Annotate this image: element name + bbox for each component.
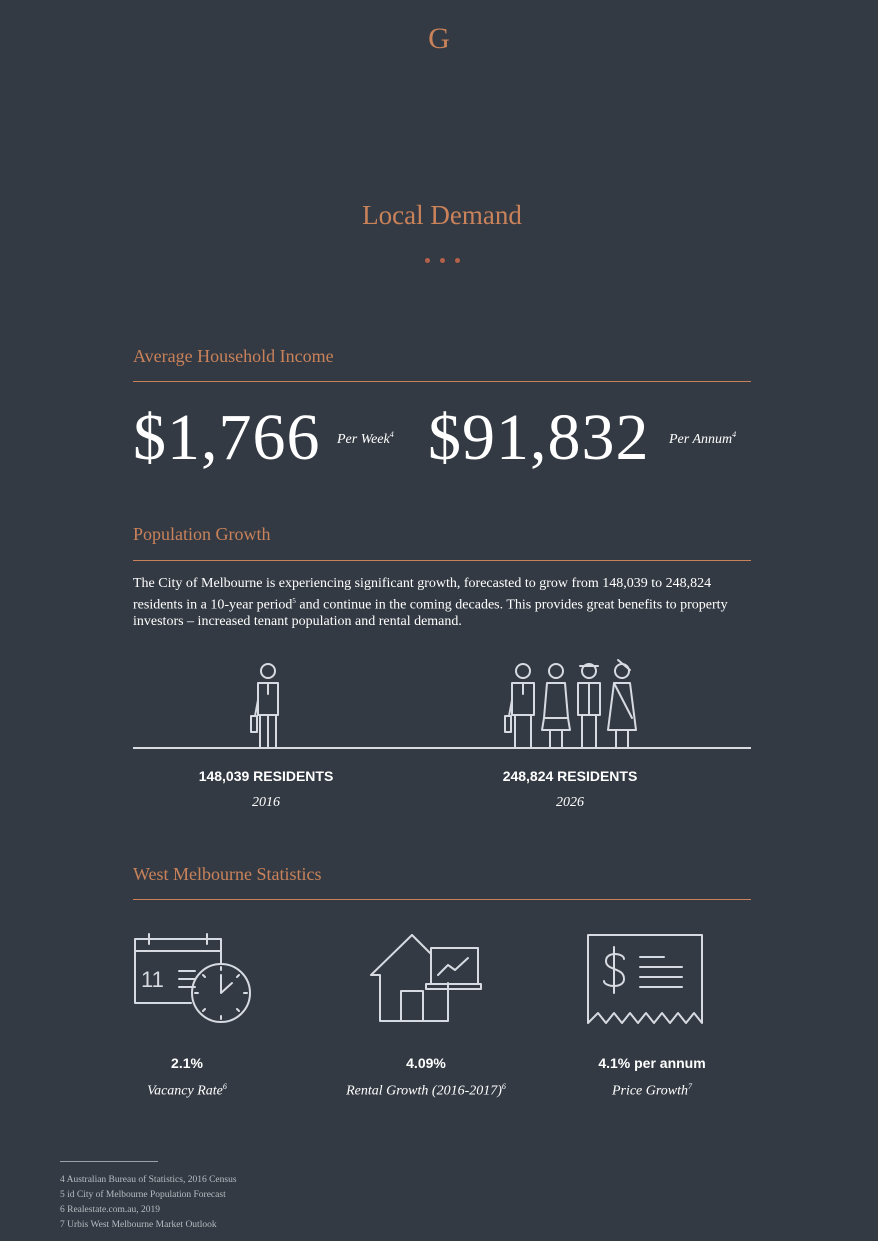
- income-heading: Average Household Income: [133, 346, 334, 366]
- rental-growth-value: 4.09%: [406, 1055, 446, 1071]
- page-title: Local Demand: [362, 200, 522, 230]
- annual-income-label: Per Annum$^4$: [669, 430, 737, 447]
- footnote-6: 6 Realestate.com.au, 2019: [60, 1205, 160, 1215]
- calendar-day-number: 11: [141, 967, 164, 992]
- rental-growth-label: Rental Growth (2016-2017)$^6$: [346, 1082, 506, 1099]
- population-divider: [133, 560, 751, 561]
- vacancy-rate-label: Vacancy Rate$^6$: [147, 1082, 227, 1099]
- weekly-income-label: Per Week$^4$: [337, 430, 394, 447]
- calendar-clock-icon: [133, 933, 255, 1028]
- footnote-divider: [60, 1161, 158, 1162]
- price-receipt-icon: [586, 933, 706, 1028]
- price-growth-value: 4.1% per annum: [598, 1055, 706, 1071]
- population-ground-line: [133, 747, 751, 749]
- stats-divider: [133, 899, 751, 900]
- weekly-income-value: $1,766: [133, 401, 321, 474]
- resident-group-icon: [502, 658, 642, 750]
- annual-income-value: $91,832: [428, 401, 650, 474]
- brand-logo: G: [428, 22, 450, 55]
- footnote-7: 7 Urbis West Melbourne Market Outlook: [60, 1220, 217, 1230]
- house-chart-icon: [368, 933, 486, 1028]
- price-growth-label: Price Growth$^7$: [611, 1082, 693, 1099]
- footnote-4: 4 Australian Bureau of Statistics, 2016 Census: [60, 1175, 237, 1185]
- single-resident-icon: [248, 660, 288, 750]
- stats-heading: West Melbourne Statistics: [133, 864, 322, 884]
- population-heading: Population Growth: [133, 524, 271, 544]
- income-divider: [133, 381, 751, 382]
- vacancy-rate-value: 2.1%: [171, 1055, 203, 1071]
- population-description: The City of Melbourne is experiencing significant growth, forecasted to grow from 148,039 to 248,824 residents in a 10-year period$^5$ and continue in the coming decades. This provides great benefits to property investors – increased tenant population and rental demand.: [133, 576, 728, 629]
- title-ornament-dots: [0, 250, 878, 268]
- year-2026: 2026: [556, 795, 584, 810]
- residents-2016: 148,039 RESIDENTS: [198, 768, 334, 784]
- footnote-5: 5 id City of Melbourne Population Forecast: [60, 1190, 226, 1200]
- year-2016: 2016: [252, 795, 280, 810]
- residents-2026: 248,824 RESIDENTS: [502, 768, 638, 784]
